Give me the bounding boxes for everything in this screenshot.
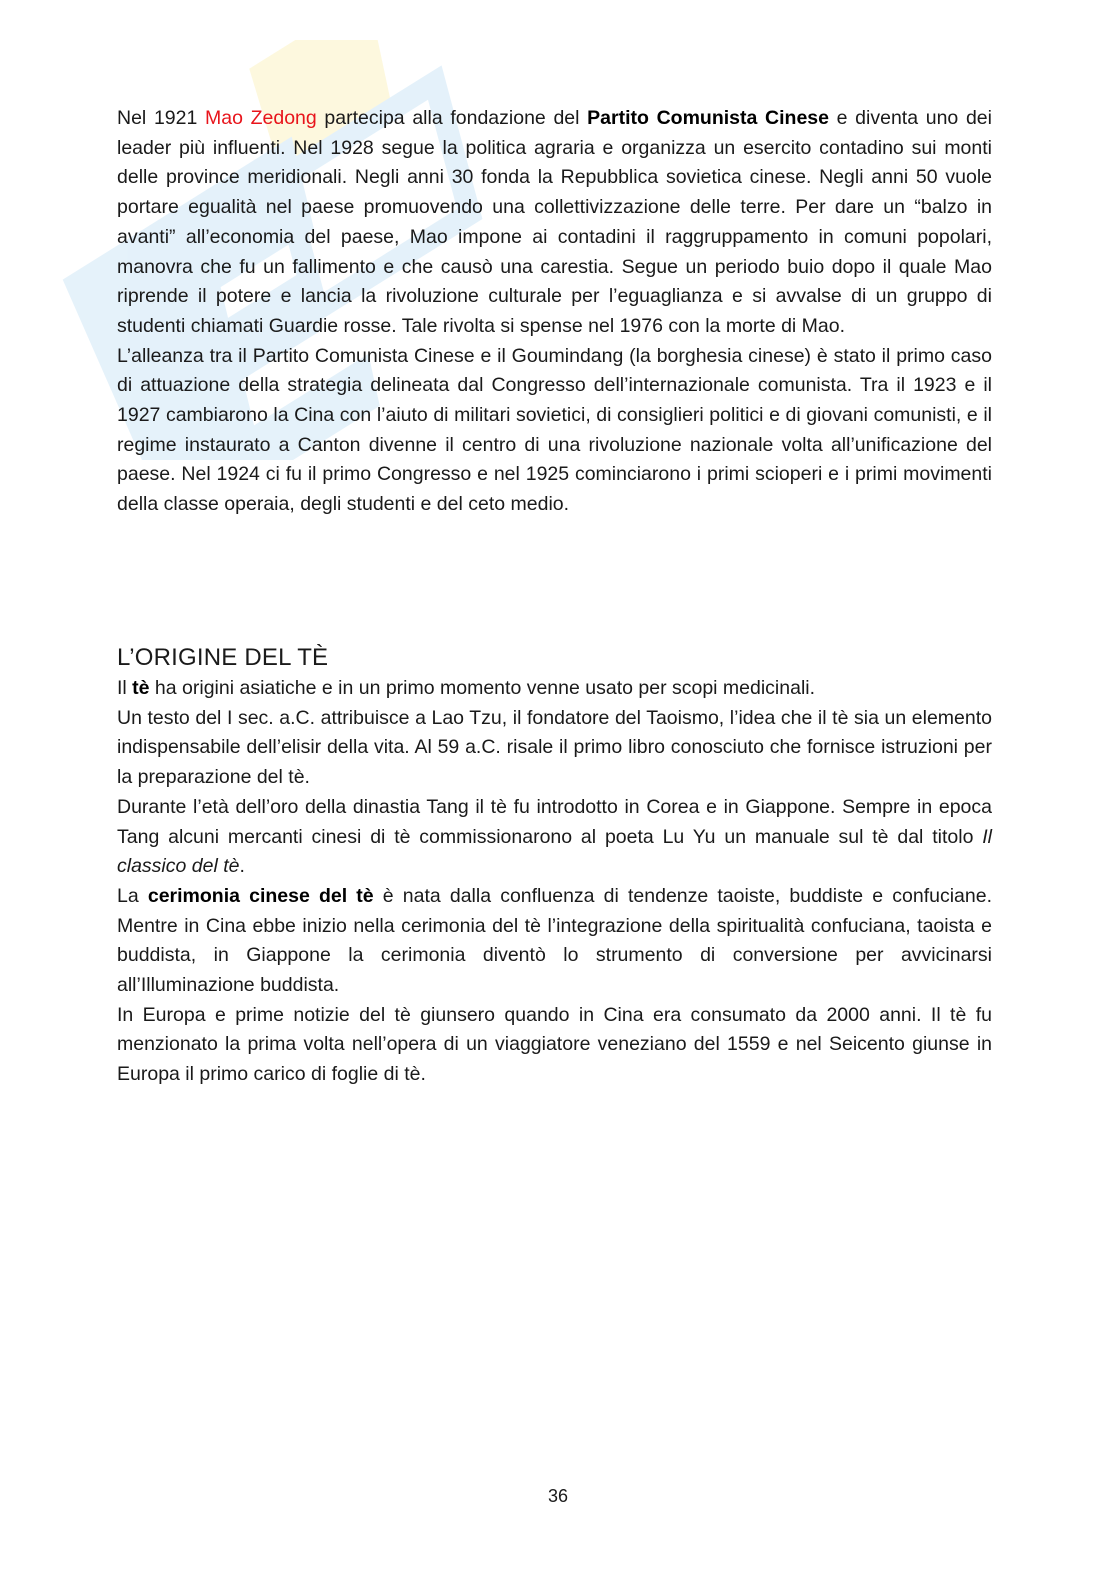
italic-classico-del-te: Il classico del tè [117,825,992,878]
paragraph-tang: Durante l’età dell’oro della dinastia Tang il tè fu introdotto in Corea e in Giappone. Sempre in epoca Tang alcuni mercanti cinesi di tè commissionarono al poeta Lu Yu un manuale sul tè dal titolo Il classico del tè. [117,795,992,878]
page-number: 36 [547,1486,569,1506]
paragraph-te-origini: Il tè ha origini asiatiche e in un primo momento venne usato per scopi medicinali. [117,677,816,699]
paragraph-europa: In Europa e prime notizie del tè giunsero quando in Cina era consumato da 2000 anni. Il tè fu menzionato la prima volta nell’opera di un viaggiatore veneziano del 1559 e nel Seicento giunse in Europa il primo carico di foglie di tè. [117,1003,992,1086]
paragraph-alleanza: L’alleanza tra il Partito Comunista Cinese e il Goumindang (la borghesia cinese) è stato il primo caso di attuazione della strategia delineata dal Congresso dell’internazionale comunista. Tra il 1923 e il 1927 cambiarono la Cina con l’aiuto di militari sovietici, di consiglieri politici e di giovani comunisti, e il regime instaurato a Canton divenne il centro di una rivoluzione nazionale volta all’unificazione del paese. Nel 1924 ci fu il primo Congresso e nel 1925 cominciarono i primi scioperi e i primi movimenti della classe operaia, degli studenti e del ceto medio. [117,344,992,516]
section-heading-origine-te: L’ORIGINE DEL TÈ [117,644,329,671]
bold-partito-comunista: Partito Comunista Cinese [587,107,829,129]
section-te-text [117,674,992,1090]
bold-te: tè [132,677,150,699]
highlight-mao-zedong: Mao Zedong [205,107,317,129]
paragraph-cerimonia: La cerimonia cinese del tè è nata dalla confluenza di tendenze taoiste, buddiste e confuciane. Mentre in Cina ebbe inizio nella cerimonia del tè l’integrazione della spiritualità confuciana, taoista e buddista, in Giappone la cerimonia diventò lo strumento di conversione per avvicinarsi all’Illuminazione buddista. [117,884,992,997]
paragraph-mao: Nel 1921 Mao Zedong partecipa alla fondazione del Partito Comunista Cinese e diventa uno dei leader più influenti. Nel 1928 segue la politica agraria e organizza un esercito contadino sui monti delle province meridionali. Negli anni 30 fonda la Repubblica sovietica cinese. Negli anni 50 vuole portare egualità nel paese promuovendo una collettivizzazione delle terre. Per dare un “balzo in avanti” all’economia del paese, Mao impone ai contadini il raggruppamento in comuni popolari, manovra che fu un fallimento e che causò una carestia. Segue un periodo buio dopo il quale Mao riprende il potere e lancia la rivoluzione culturale per l’eguaglianza e si avvalse di un gruppo di studenti chiamati Guardie rosse. Tale rivolta si spense nel 1976 con la morte di Mao. [117,107,992,337]
section-mao-text [117,104,992,520]
bold-cerimonia-cinese: cerimonia cinese del tè [147,884,374,907]
paragraph-lao-tzu: Un testo del I sec. a.C. attribuisce a Lao Tzu, il fondatore del Taoismo, l’idea che il tè sia un elemento indispensabile dell’elisir della vita. Al 59 a.C. risale il primo libro conosciuto che fornisce istruzioni per la preparazione del tè. [117,706,992,789]
